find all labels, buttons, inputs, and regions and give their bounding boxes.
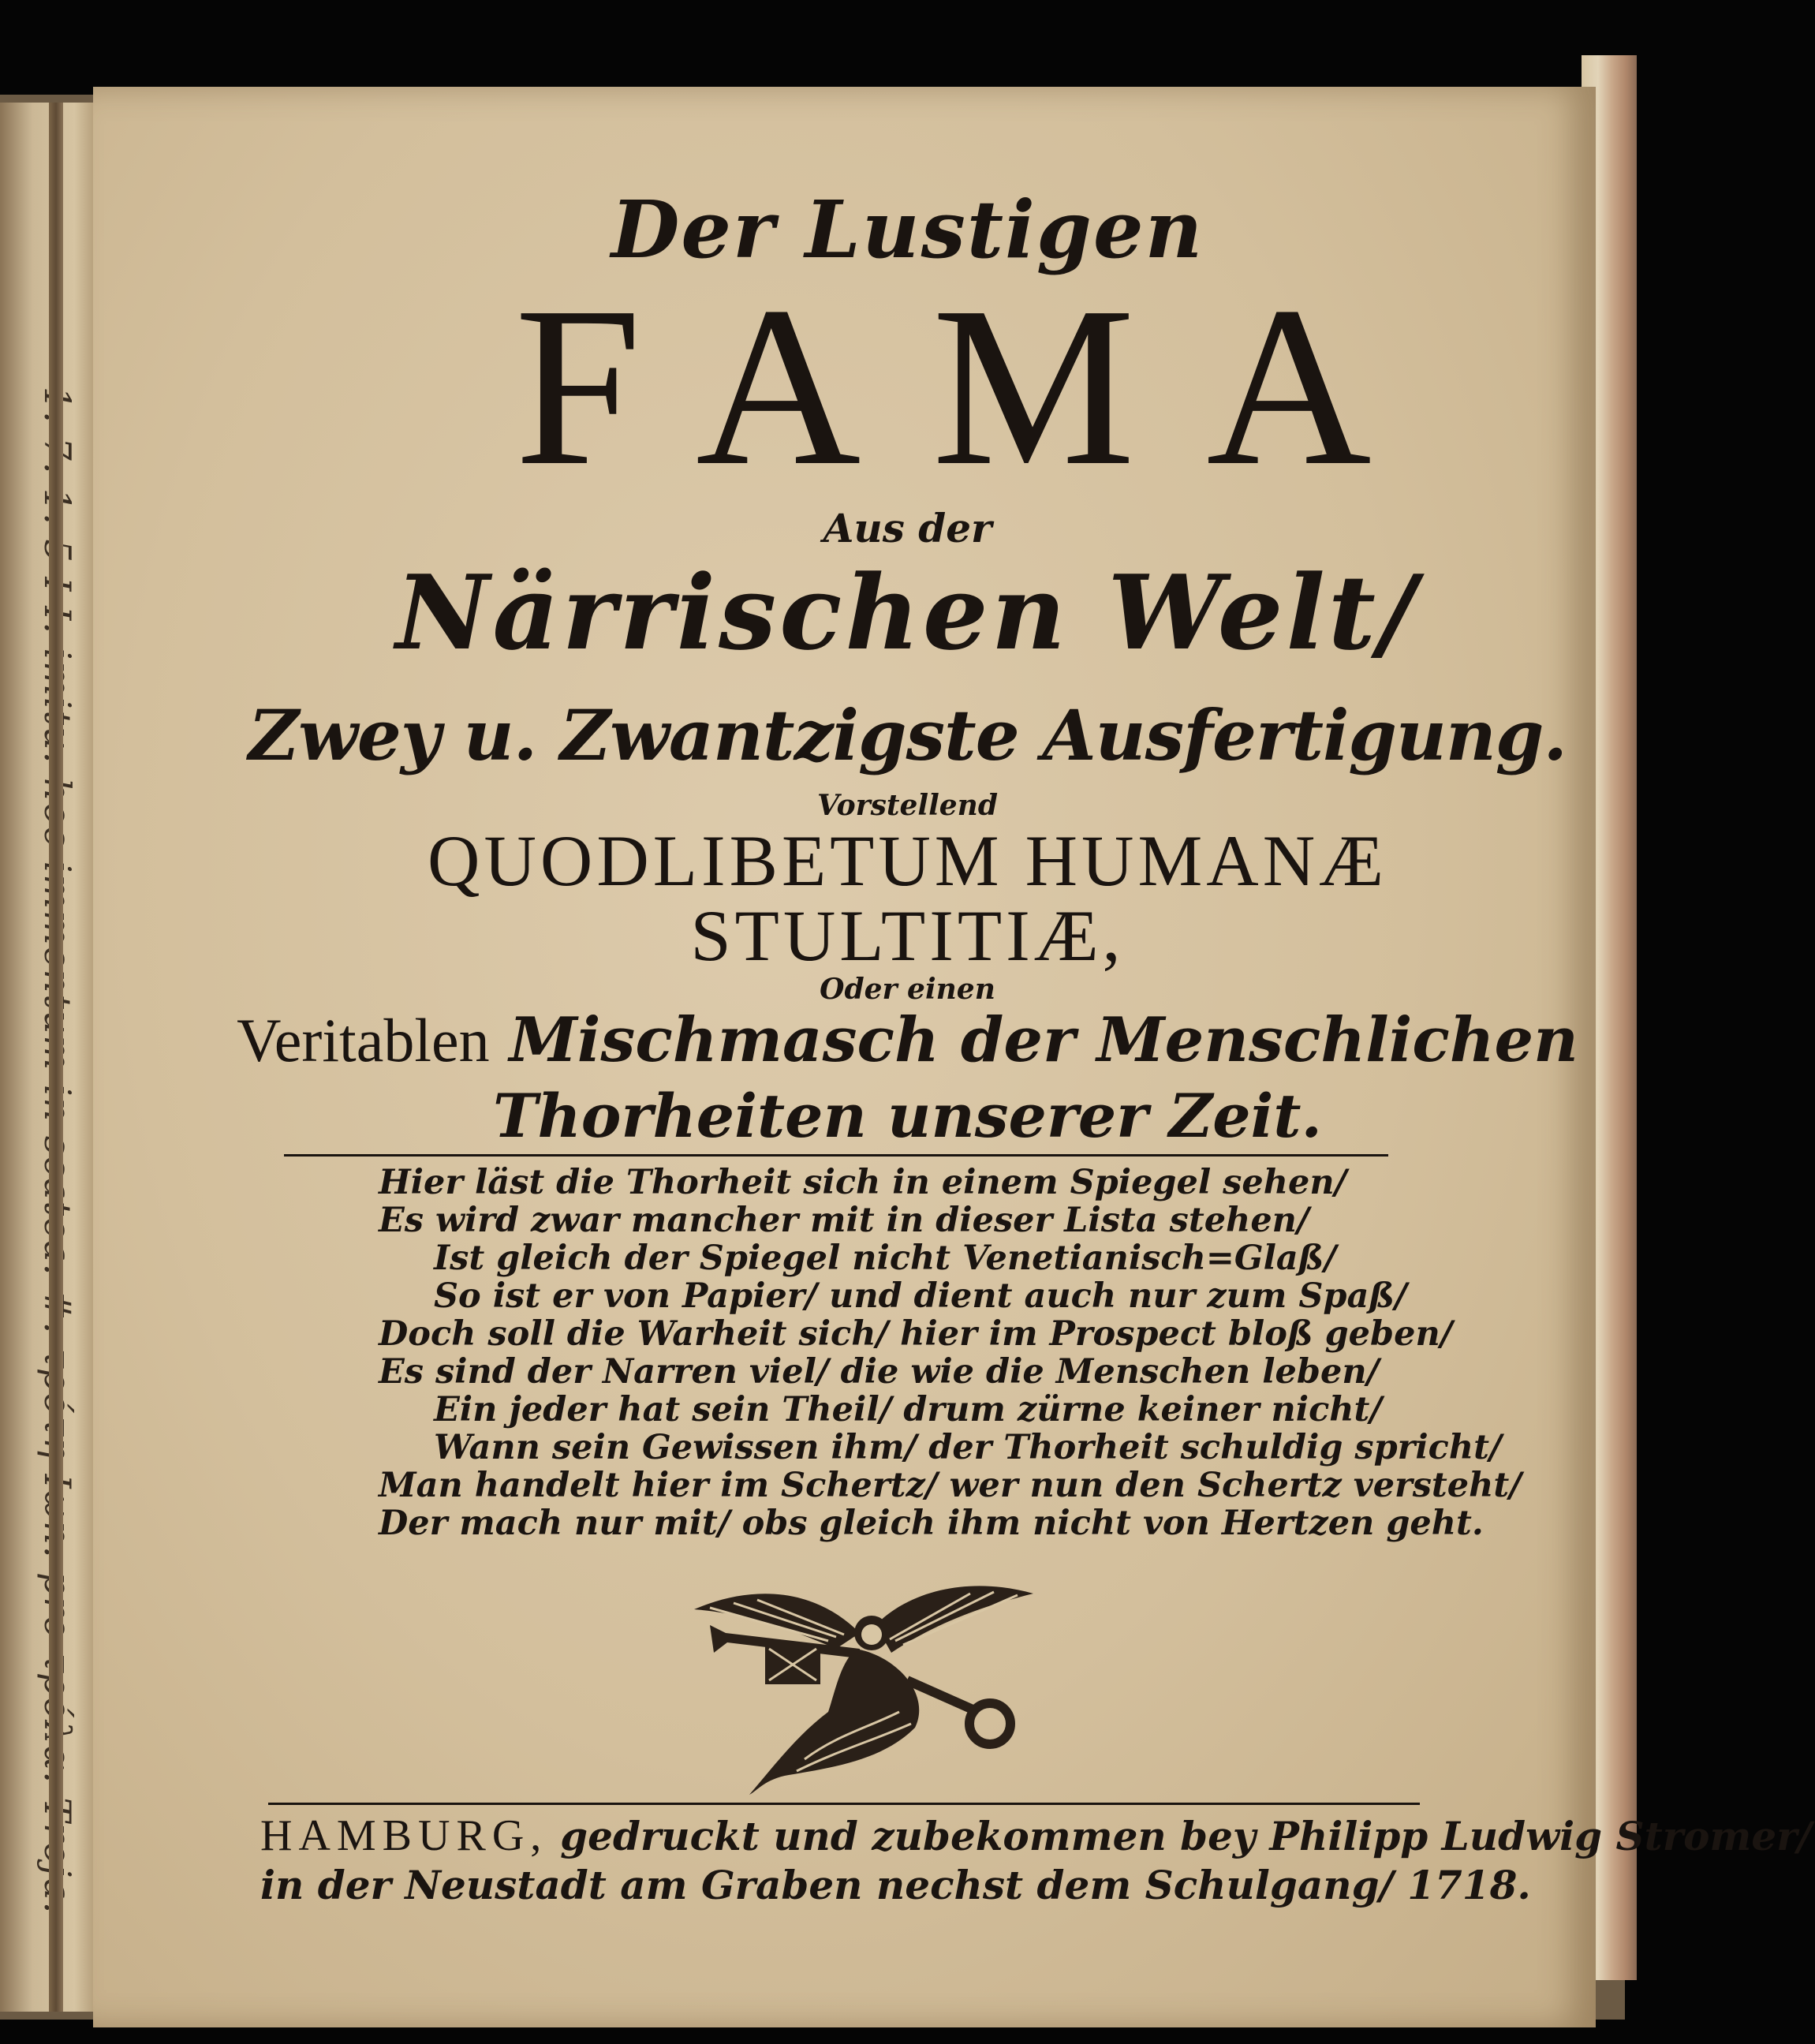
title-fama: FAMA (514, 260, 1443, 513)
title-line-6: Vorstellend (816, 789, 998, 822)
poem-line: Ist gleich der Spiegel nicht Venetianisch=Glaß/ (434, 1239, 1337, 1278)
imprint-line-2: in der Neustadt am Graben nechst dem Schulgang/ 1718. (260, 1862, 1531, 1908)
poem (379, 1163, 1522, 1543)
poem-line: Der mach nur mit/ obs gleich ihm nicht von Hertzen geht. (379, 1504, 1484, 1543)
poem-line: Ein jeder hat sein Theil/ drum zürne keiner nicht/ (434, 1390, 1383, 1429)
title-line-11: Thorheiten unserer Zeit. (492, 1081, 1322, 1151)
poem-line: Doch soll die Warheit sich/ hier im Prospect bloß geben/ (379, 1314, 1453, 1354)
poem-line: Es sind der Narren viel/ die wie die Menschen leben/ (379, 1352, 1380, 1392)
title-line-8: STULTITIÆ, (690, 895, 1125, 976)
title-line-5: Zwey u. Zwantzigste Ausfertigung. (248, 694, 1567, 776)
title-line-10-roman: Veritablen (237, 1006, 490, 1074)
imprint-line-1-rest: gedruckt und zubekommen bey Philipp Ludwig Stromer/ (560, 1813, 1812, 1859)
poem-line: Wann sein Gewissen ihm/ der Thorheit schuldig spricht/ (434, 1428, 1502, 1467)
bottom-rule (268, 1803, 1420, 1805)
title-line-7: QUODLIBETUM HUMANÆ (428, 820, 1387, 901)
title-line-9: Oder einen (820, 973, 995, 1006)
title-line-4: Närrischen Welt/ (395, 552, 1420, 673)
title-line-10 (0, 1004, 1815, 1076)
poem-line: Man handelt hier im Schertz/ wer nun den Schertz versteht/ (379, 1466, 1522, 1505)
top-rule (284, 1154, 1388, 1157)
title-line-3: Aus der (823, 505, 992, 551)
imprint-city: HAMBURG, (260, 1811, 548, 1860)
imprint-line-1 (260, 1810, 1812, 1861)
title-line-1: Der Lustigen (611, 183, 1204, 276)
poem-line: So ist er von Papier/ und dient auch nur zum Spaß/ (434, 1276, 1407, 1316)
poem-line: Es wird zwar mancher mit in dieser Lista stehen/ (379, 1201, 1309, 1240)
title-line-10-fraktur: Mischmasch der Menschlichen (509, 1004, 1578, 1076)
poem-line: Hier läst die Thorheit sich in einem Spiegel sehen/ (379, 1163, 1347, 1202)
angel-with-trumpet-woodcut (678, 1578, 1041, 1799)
